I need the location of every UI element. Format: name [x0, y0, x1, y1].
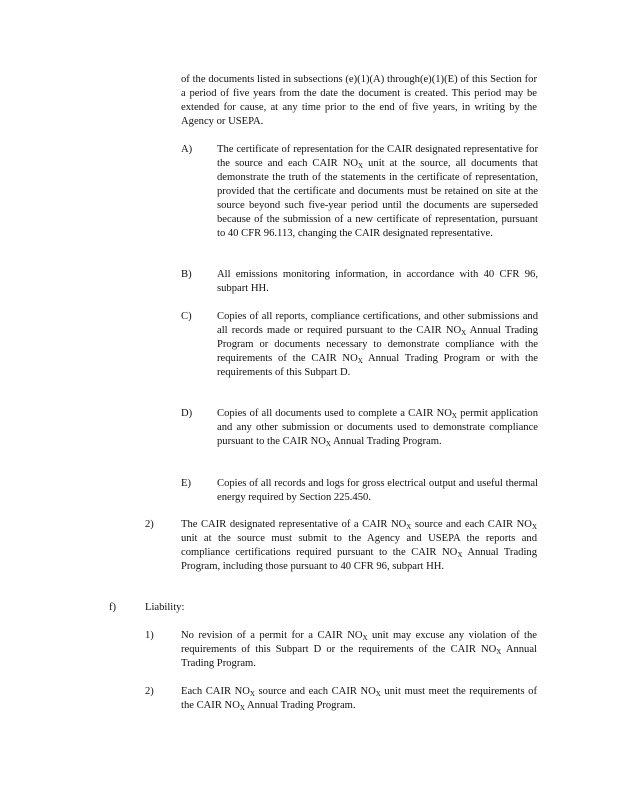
item-e-label: E)	[181, 478, 191, 489]
section-f-heading: Liability:	[145, 602, 185, 613]
item-f2-text: Each CAIR $NO_X$ source and each CAIR $NO_X$ unit must meet the requirements of the CAIR $NO_X$ Annual Trading Program.	[181, 686, 537, 712]
item-c-label: C)	[181, 311, 192, 322]
item-f2-label: 2)	[145, 686, 154, 697]
item-a-label: A)	[181, 144, 193, 155]
item-e-text: Copies of all records and logs for gross electrical output and useful thermal energy required by Section 225.450.	[217, 478, 538, 503]
item-e2-label: 2)	[145, 519, 154, 530]
item-a-text: The certificate of representation for the CAIR designated representative for the source and each CAIR $NO_X$ unit at the source, all documents that demonstrate the truth of the statements in the certificate of representation, provided that the certificate and documents must be retained on site at the source beyond such five-year period until the documents are superseded because of the submission of a new certificate of representation, pursuant to 40 CFR 96.113, changing the CAIR designated representative.	[217, 144, 538, 239]
item-f1-label: 1)	[145, 630, 154, 641]
item-b-text: All emissions monitoring information, in accordance with 40 CFR 96, subpart HH.	[217, 269, 538, 294]
item-f1-text: No revision of a permit for a CAIR $NO_X$ unit may excuse any violation of the requirements of this Subpart D or the requirements of the CAIR $NO_X$ Annual Trading Program.	[181, 630, 537, 669]
item-e2-text: The CAIR designated representative of a CAIR $NO_X$ source and each CAIR $NO_X$ unit at the source must submit to the Agency and USEPA the reports and compliance certifications required pursuant to the CAIR $NO_X$ Annual Trading Program, including those pursuant to 40 CFR 96, subpart HH.	[181, 519, 537, 572]
intro-paragraph: of the documents listed in subsections (e)(1)(A) through(e)(1)(E) of this Section for a period of five years from the date the document is created. This period may be extended for cause, at any time prior to the end of five years, in writing by the Agency or USEPA.	[181, 74, 537, 127]
item-d-text: Copies of all documents used to complete a CAIR $NO_X$ permit application and any other submission or documents used to demonstrate compliance pursuant to the CAIR $NO_X$ Annual Trading Program.	[217, 408, 538, 448]
item-b-label: B)	[181, 269, 192, 280]
item-c-text: Copies of all reports, compliance certifications, and other submissions and all records made or required pursuant to the CAIR $NO_X$ Annual Trading Program or documents necessary to demonstrate compliance with the requirements of the CAIR $NO_X$ Annual Trading Program or with the requirements of this Subpart D.	[217, 311, 539, 378]
item-d-label: D)	[181, 408, 193, 419]
section-f-label: f)	[109, 602, 117, 613]
